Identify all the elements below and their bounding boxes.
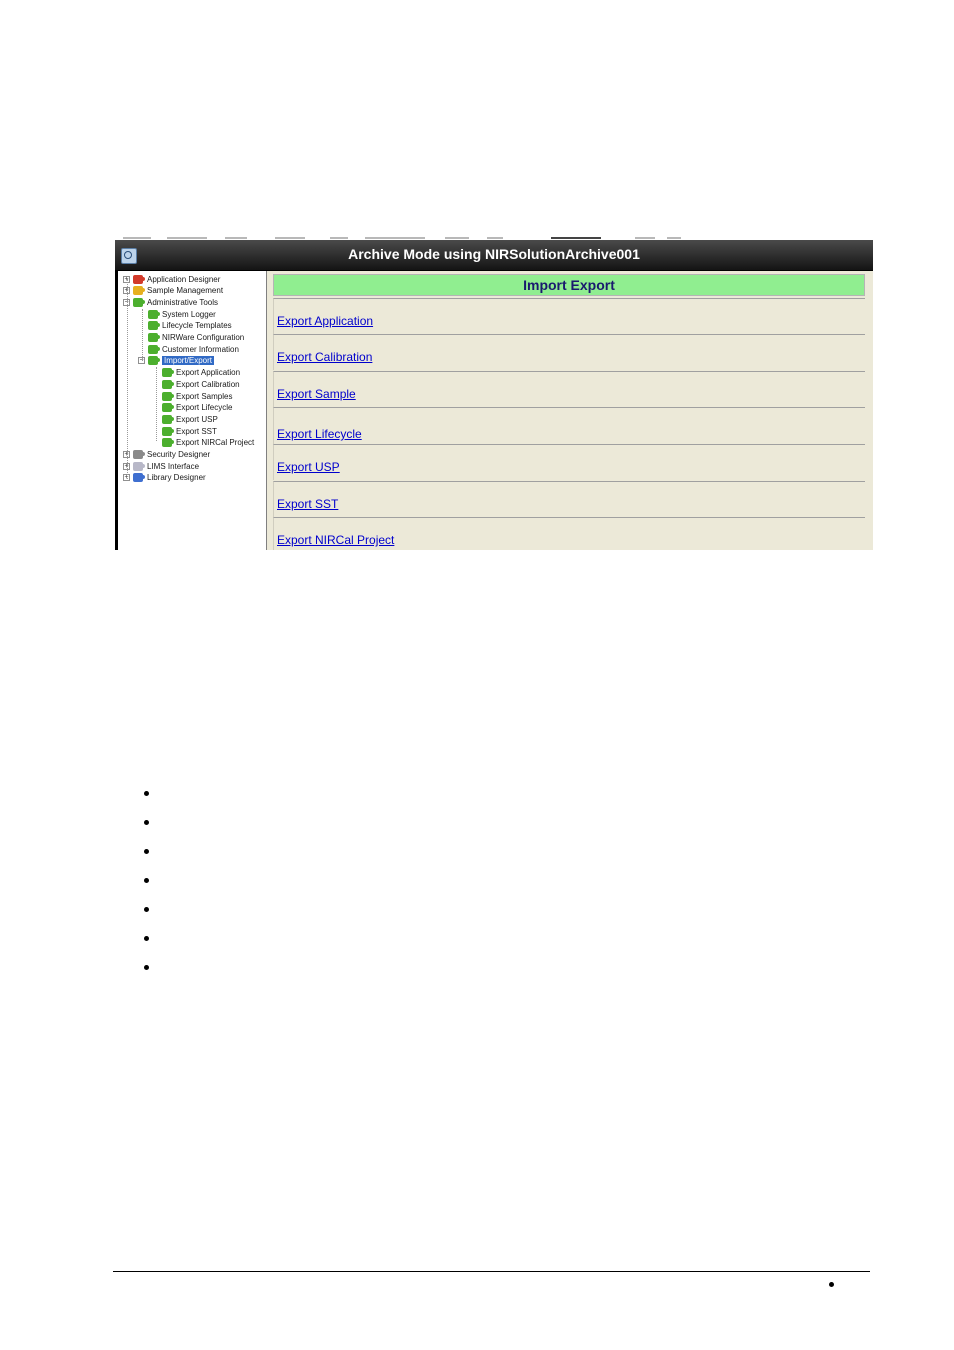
puzzle-piece-icon bbox=[133, 450, 143, 459]
footer-bullet bbox=[829, 1282, 834, 1287]
tree-item[interactable] bbox=[123, 472, 206, 484]
tree-item[interactable] bbox=[152, 425, 217, 437]
export-lifecycle-row bbox=[273, 407, 865, 447]
tree-guide-line bbox=[127, 279, 128, 479]
puzzle-piece-icon bbox=[162, 403, 172, 412]
tree-item[interactable] bbox=[152, 367, 240, 379]
tree-item-label: Export Calibration bbox=[176, 379, 240, 389]
collapse-icon[interactable]: − bbox=[139, 357, 144, 365]
tree-item[interactable] bbox=[152, 437, 254, 449]
expand-icon[interactable]: + bbox=[124, 287, 129, 295]
panel-header: Import Export bbox=[273, 274, 865, 296]
navigation-tree[interactable] bbox=[118, 271, 267, 550]
puzzle-piece-icon bbox=[162, 427, 172, 436]
bullet-list bbox=[140, 784, 160, 987]
tree-item[interactable] bbox=[152, 378, 240, 390]
tree-item[interactable] bbox=[123, 296, 218, 308]
puzzle-piece-icon bbox=[148, 310, 158, 319]
puzzle-piece-icon bbox=[162, 392, 172, 401]
archive-mode-window bbox=[115, 240, 873, 550]
expand-icon[interactable]: + bbox=[124, 474, 129, 482]
export-nircal-project-row bbox=[273, 517, 865, 550]
puzzle-piece-icon bbox=[162, 438, 172, 447]
puzzle-piece-icon bbox=[133, 298, 143, 307]
collapse-icon[interactable]: − bbox=[124, 298, 129, 306]
puzzle-piece-icon bbox=[133, 286, 143, 295]
puzzle-piece-icon bbox=[148, 333, 158, 342]
export-application-row bbox=[273, 298, 865, 334]
tree-item[interactable] bbox=[123, 273, 220, 285]
window-title: Archive Mode using NIRSolutionArchive001 bbox=[348, 246, 640, 262]
puzzle-piece-icon bbox=[148, 345, 158, 354]
expand-icon[interactable]: + bbox=[124, 275, 129, 283]
puzzle-piece-icon bbox=[148, 356, 158, 365]
tree-item-label: Administrative Tools bbox=[147, 297, 218, 307]
puzzle-piece-icon bbox=[162, 380, 172, 389]
export-sst-link[interactable]: Export SST bbox=[277, 497, 339, 511]
export-sst-row bbox=[273, 481, 865, 517]
export-nircal-project-link[interactable]: Export NIRCal Project bbox=[277, 533, 395, 547]
export-application-link[interactable]: Export Application bbox=[277, 314, 374, 328]
export-calibration-row bbox=[273, 334, 865, 370]
expand-icon[interactable]: + bbox=[124, 462, 129, 470]
tree-item-label: Import/Export bbox=[164, 356, 213, 366]
list-item bbox=[140, 842, 160, 871]
tree-item-label: Export Application bbox=[176, 368, 241, 378]
puzzle-piece-icon bbox=[133, 462, 143, 471]
export-usp-link[interactable]: Export USP bbox=[277, 460, 340, 474]
list-item bbox=[140, 900, 160, 929]
export-sample-link[interactable]: Export Sample bbox=[277, 387, 356, 401]
list-item bbox=[140, 784, 160, 813]
puzzle-piece-icon bbox=[162, 415, 172, 424]
tree-item-label: Application Designer bbox=[147, 274, 221, 284]
tree-item-label: System Logger bbox=[162, 309, 216, 319]
tree-item[interactable] bbox=[123, 460, 199, 472]
import-export-panel bbox=[267, 271, 873, 550]
tree-item-label: Library Designer bbox=[147, 473, 206, 483]
tree-item-label: Sample Management bbox=[147, 286, 224, 296]
tree-item-label: Export NIRCal Project bbox=[176, 438, 255, 448]
tree-item[interactable] bbox=[138, 308, 216, 320]
list-item bbox=[140, 813, 160, 842]
tree-item-label: Export Samples bbox=[176, 391, 233, 401]
tree-item-label: Lifecycle Templates bbox=[162, 321, 232, 331]
puzzle-piece-icon bbox=[133, 275, 143, 284]
export-calibration-link[interactable]: Export Calibration bbox=[277, 350, 373, 364]
window-titlebar bbox=[115, 240, 873, 271]
tree-item-label: Export Lifecycle bbox=[176, 403, 233, 413]
list-item bbox=[140, 929, 160, 958]
tree-item[interactable] bbox=[123, 449, 210, 461]
tree-item-label: Export USP bbox=[176, 414, 218, 424]
export-sample-row bbox=[273, 371, 865, 407]
puzzle-piece-icon bbox=[162, 368, 172, 377]
tree-item[interactable] bbox=[138, 343, 239, 355]
tree-item[interactable] bbox=[138, 320, 232, 332]
tree-item[interactable] bbox=[138, 355, 214, 367]
tree-item-label: Customer Information bbox=[162, 344, 239, 354]
tree-item-label: LIMS Interface bbox=[147, 461, 200, 471]
tree-guide-line bbox=[156, 367, 157, 441]
tree-item[interactable] bbox=[138, 332, 244, 344]
tree-guide-line bbox=[142, 309, 143, 361]
list-item bbox=[140, 958, 160, 987]
tree-item-label: NIRWare Configuration bbox=[162, 333, 245, 342]
puzzle-piece-icon bbox=[148, 321, 158, 330]
export-usp-row bbox=[273, 444, 865, 480]
tree-item[interactable] bbox=[152, 390, 232, 402]
footer-divider bbox=[113, 1271, 870, 1272]
tree-item[interactable] bbox=[152, 402, 232, 414]
list-item bbox=[140, 871, 160, 900]
puzzle-piece-icon bbox=[133, 473, 143, 482]
tree-item[interactable] bbox=[123, 285, 223, 297]
tree-item-label: Export SST bbox=[176, 426, 217, 436]
tree-item-label: Security Designer bbox=[147, 450, 211, 459]
expand-icon[interactable]: + bbox=[124, 451, 129, 458]
export-lifecycle-link[interactable]: Export Lifecycle bbox=[277, 427, 362, 441]
tree-item[interactable] bbox=[152, 413, 218, 425]
